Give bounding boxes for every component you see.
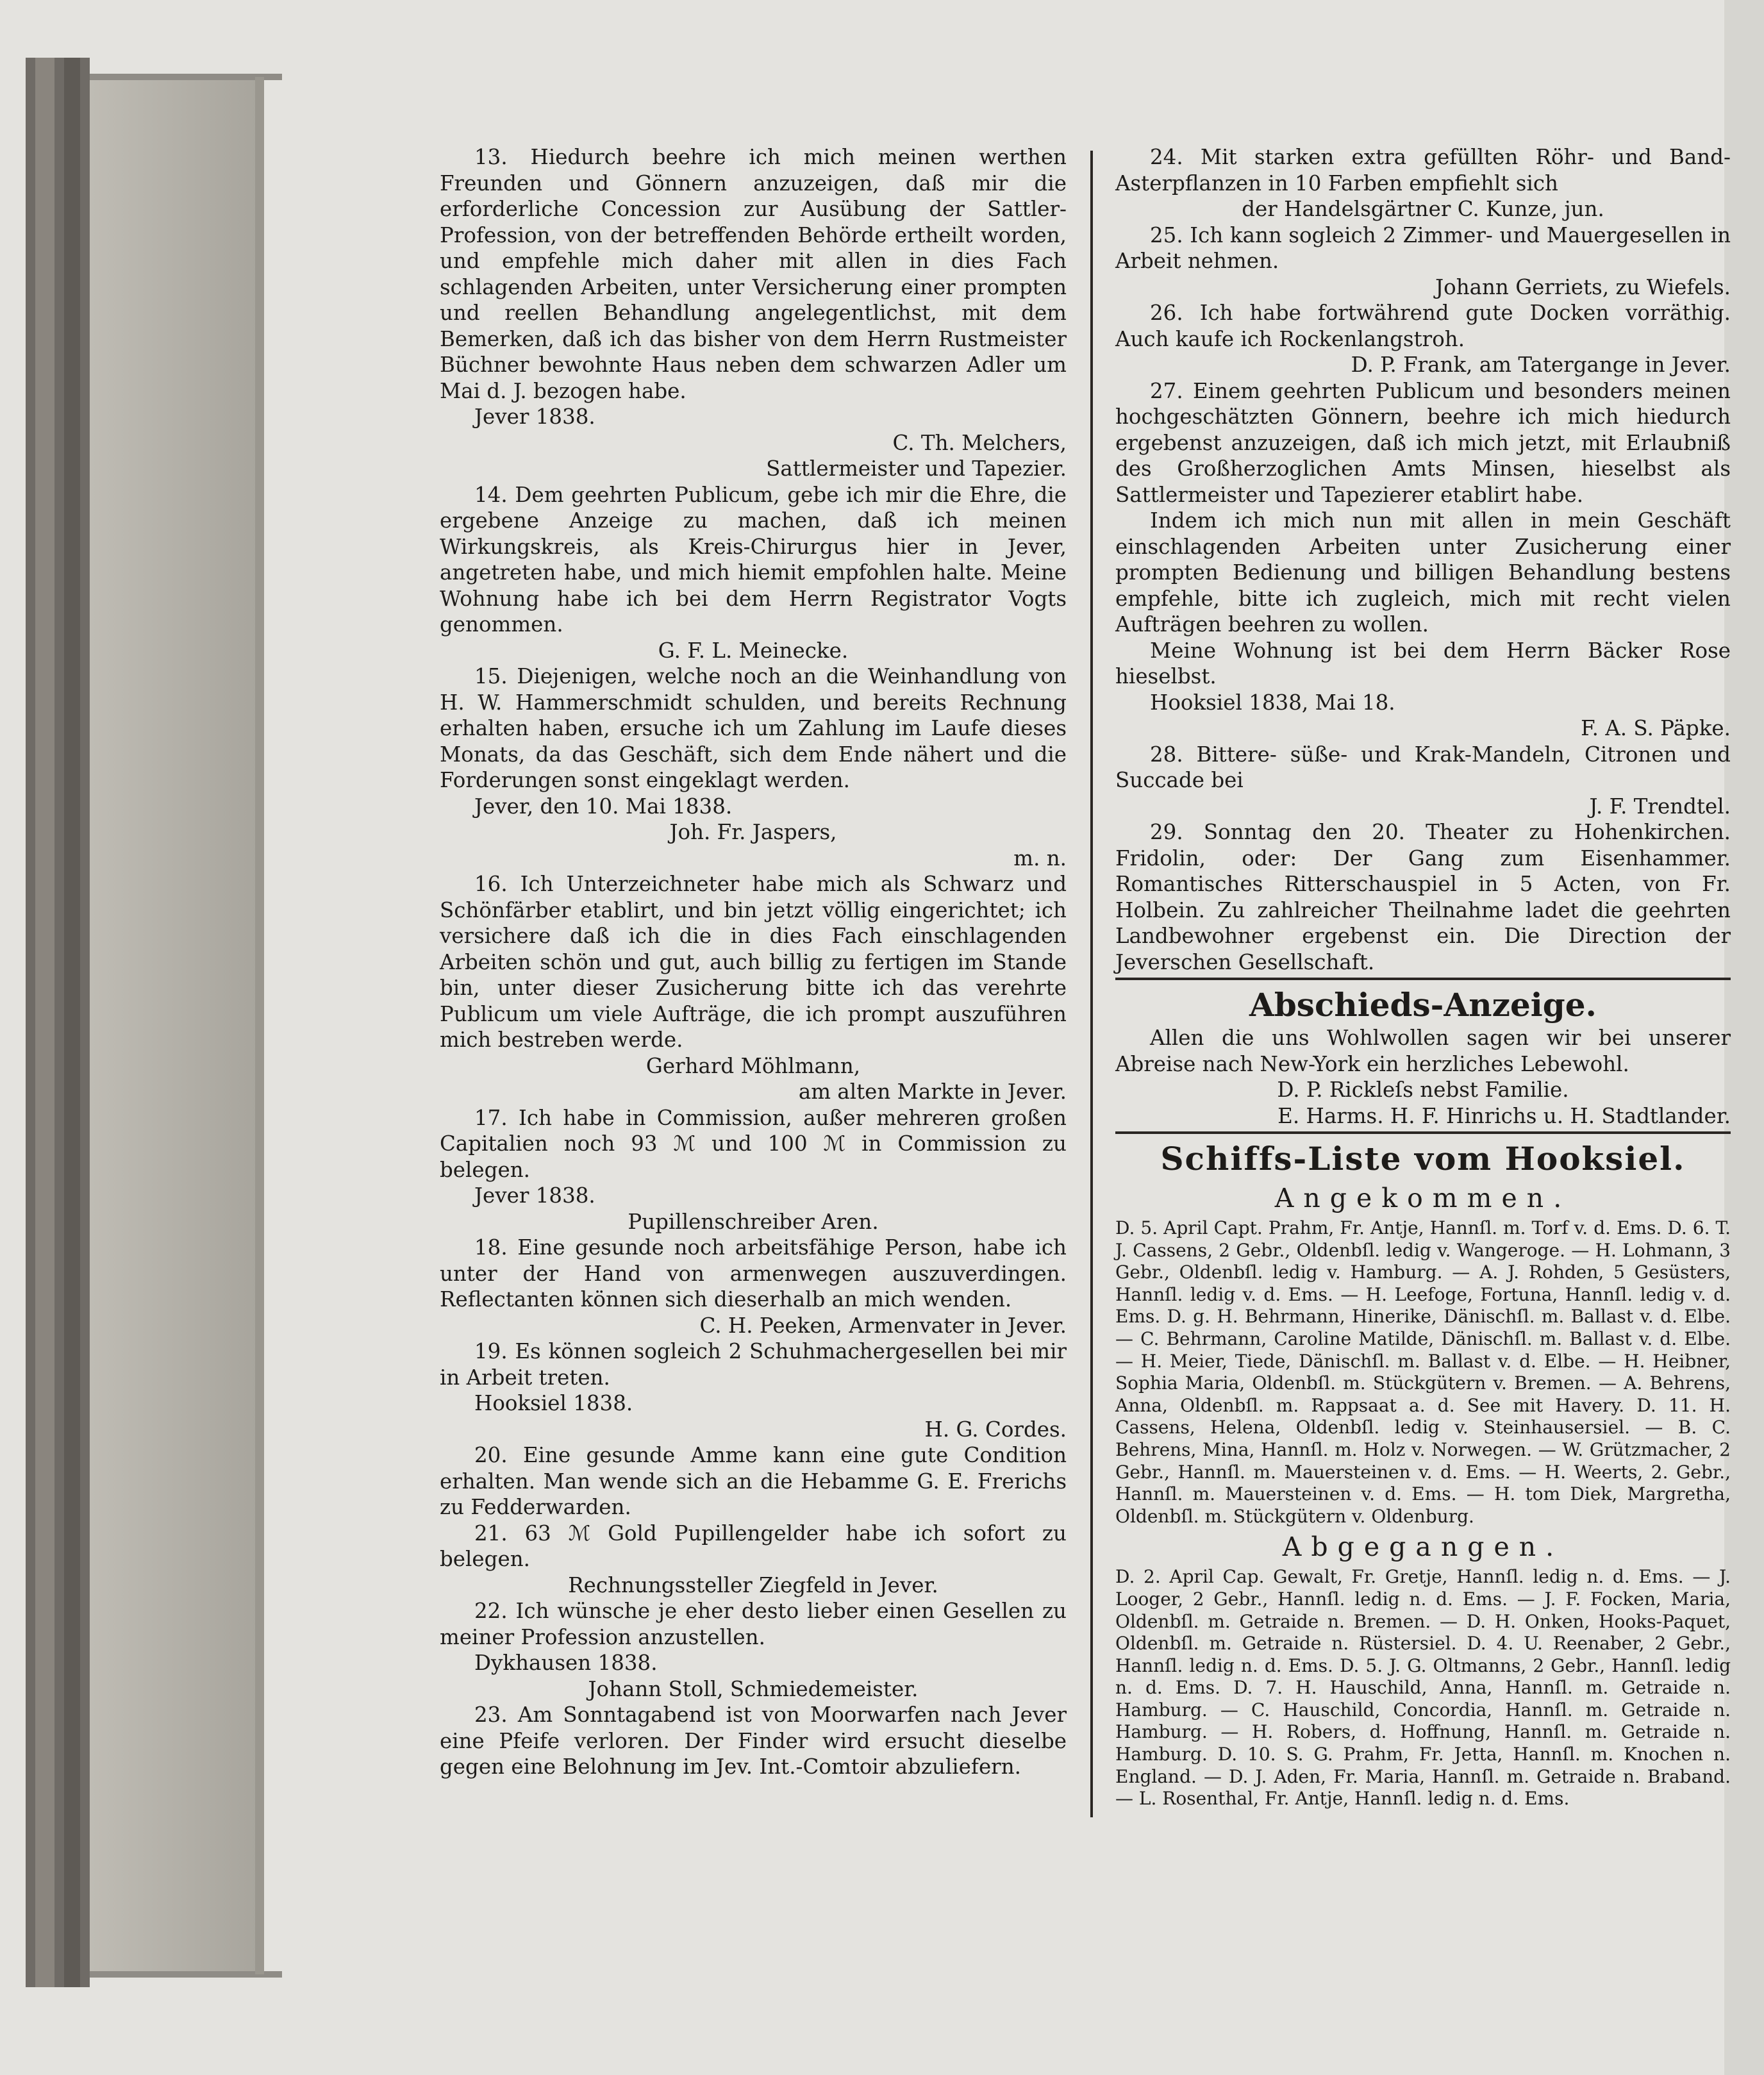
ad-signature: F. A. S. Päpke. (1581, 716, 1731, 740)
ad-20 (440, 1442, 1067, 1521)
ad-signature-title: am alten Markte in Jever. (798, 1079, 1067, 1104)
ship-list (1115, 1139, 1731, 1810)
ad-signature: C. Th. Melchers, (892, 430, 1067, 455)
ad-signature: der Handelsgärtner C. Kunze, jun. (1242, 197, 1604, 221)
farewell-signature-2: E. Harms. H. F. Hinrichs u. H. Stadtlander. (1277, 1103, 1731, 1128)
ad-signature-title: Sattlermeister und Tapezier. (766, 456, 1067, 481)
ad-29 (1115, 819, 1731, 975)
ad-text: 14. Dem geehrten Publicum, gebe ich mir die Ehre, die ergebene Anzeige zu machen, daß ich meinen Wirkungskreis, als Kreis-Chirurgus hier in Jever, angetreten habe, und mich hiemit empfohlen halte. Meine Wohnung habe ich bei dem Herrn Registrator Vogts genommen. (440, 482, 1067, 637)
ad-place-date: Jever 1838. (474, 404, 595, 429)
ship-list-heading: Schiffs-Liste vom Hooksiel. (1160, 1140, 1686, 1178)
ad-text: 15. Diejenigen, welche noch an die Weinhandlung von H. W. Hammerschmidt schulden, und bereits Rechnung erhalten haben, ersuche ich um Zahlung im Laufe dieses Monats, da das Geschäft, sich dem Ende nähert und die Forderungen sonst eingeklagt werden. (440, 664, 1067, 792)
ad-28 (1115, 742, 1731, 820)
ad-text: 19. Es können sogleich 2 Schuhmachergesellen bei mir in Arbeit treten. (440, 1339, 1067, 1390)
ad-text: 16. Ich Unterzeichneter habe mich als Schwarz und Schönfärber etablirt, und bin jetzt völlig eingerichtet; ich versichere daß ich die in dies Fach einschlagenden Arbeiten schön und gut, auch billig zu fertigen im Stande bin, unter dieser Zusicherung bitte ich das verehrte Publicum um viele Aufträge, die ich prompt auszuführen mich bestreben werde. (440, 872, 1067, 1052)
ad-text: 27. Einem geehrten Publicum und besonders meinen hochgeschätzten Gönnern, beehre ich mich hiedurch ergebenst anzuzeigen, daß ich mich jetzt, mit Erlaubniß des Großherzoglichen Amts Minsen, hieselbst als Sattlermeister und Tapezierer etablirt habe. (1115, 378, 1731, 507)
farewell-signature: D. P. Rickleſs nebst Familie. (1277, 1078, 1569, 1102)
ad-signature: Gerhard Möhlmann, (645, 1053, 861, 1078)
ad-text: 26. Ich habe fortwährend gute Docken vorräthig. Auch kaufe ich Rockenlangstroh. (1115, 301, 1731, 351)
ad-14 (440, 482, 1067, 664)
ad-signature: G. F. L. Meinecke. (658, 638, 849, 663)
ad-text: 23. Am Sonntagabend ist von Moorwarfen nach Jever eine Pfeife verloren. Der Finder wird ersucht dieselbe gegen eine Belohnung im Jev. Int.-Comtoir abzuliefern. (440, 1703, 1067, 1779)
ad-27 (1115, 378, 1731, 742)
ad-17 (440, 1105, 1067, 1235)
ad-signature: Johann Stoll, Schmiedemeister. (588, 1676, 919, 1701)
ad-text: 21. 63 ℳ Gold Pupillengelder habe ich sofort zu belegen. (440, 1521, 1067, 1571)
ad-15 (440, 663, 1067, 871)
ad-24 (1115, 144, 1731, 222)
ad-place-date: Hooksiel 1838, Mai 18. (1150, 690, 1395, 715)
departed-label: Abgegangen. (1282, 1531, 1564, 1563)
ad-signature: Pupillenschreiber Aren. (628, 1209, 879, 1234)
ad-26 (1115, 300, 1731, 378)
right-column (1115, 144, 1731, 1810)
ad-13 (440, 144, 1067, 482)
ad-19 (440, 1338, 1067, 1442)
stacked-page-edges (90, 77, 256, 1974)
ad-text-continued: Indem ich mich nun mit allen in mein Geschäft einschlagenden Arbeiten unter Zusicherung einer prompten Bedienung und billigen Behandlung bestens empfehle, bitte ich zugleich, mich mit recht vielen Aufträgen beehren zu wollen. (1115, 508, 1731, 637)
section-rule (1115, 978, 1731, 980)
arrived-label: Angekommen. (1274, 1183, 1572, 1213)
farewell-notice (1115, 985, 1731, 1129)
ad-text: 20. Eine gesunde Amme kann eine gute Condition erhalten. Man wende sich an die Hebamme G. E. Frerichs zu Fedderwarden. (440, 1443, 1067, 1519)
ad-text: 29. Sonntag den 20. Theater zu Hohenkirchen. Fridolin, oder: Der Gang zum Eisenhammer. Romantisches Ritterschauspiel in 5 Acten, von Fr. Holbein. Zu zahlreicher Theilnahme ladet die geehrten Landbewohner ergebenst ein. Die Direction der Jeverschen Gesellschaft. (1115, 820, 1731, 974)
ad-signature: C. H. Peeken, Armenvater in Jever. (699, 1313, 1067, 1338)
ad-place-date: Jever 1838. (474, 1183, 595, 1208)
ad-signature: D. P. Frank, am Tatergange in Jever. (1351, 353, 1731, 377)
departed-entries: D. 2. April Cap. Gewalt, Fr. Gretje, Hannſl. ledig n. d. Ems. — J. Looger, 2 Gebr., Hannſl. ledig n. d. Ems. — J. F. Focken, Maria, Oldenbſl. m. Getraide n. Bremen. — D. H. Onken, Hooks-Paquet, Oldenbſl. m. Getraide n. Rüstersiel. D. 4. U. Reenaber, 2 Gebr., Hannſl. ledig n. d. Ems. D. 5. J. G. Oltmanns, 2 Gebr., Hannſl. ledig n. d. Ems. D. 7. H. Hauschild, Anna, Hannſl. m. Getraide n. Hamburg. — C. Hauschild, Concordia, Hannſl. m. Getraide n. Hamburg. — H. Robers, d. Hoffnung, Hannſl. m. Getraide n. Hamburg. D. 10. S. G. Prahm, Fr. Jetta, Hannſl. m. Knochen n. England. — D. J. Aden, Fr. Maria, Hannſl. m. Getraide n. Braband. — L. Rosenthal, Fr. Antje, Hannſl. ledig n. d. Ems. (1115, 1566, 1731, 1810)
ad-signature-title: m. n. (1013, 846, 1067, 871)
ad-signature: Johann Gerriets, zu Wiefels. (1435, 274, 1731, 299)
ad-22 (440, 1598, 1067, 1702)
ad-signature: H. G. Cordes. (924, 1417, 1067, 1442)
ad-16 (440, 871, 1067, 1105)
ad-place-date: Jever, den 10. Mai 1838. (474, 794, 733, 819)
ad-text: 25. Ich kann sogleich 2 Zimmer- und Mauergesellen in Arbeit nehmen. (1115, 222, 1731, 273)
ad-text: 24. Mit starken extra gefüllten Röhr- und Band-Asterpflanzen in 10 Farben empfiehlt sich (1115, 145, 1731, 196)
ad-signature: J. F. Trendtel. (1589, 794, 1731, 819)
ad-signature: Joh. Fr. Jaspers, (669, 820, 837, 844)
ad-text: 17. Ich habe in Commission, außer mehreren großen Capitalien noch 93 ℳ und 100 ℳ in Commission zu belegen. (440, 1105, 1067, 1182)
ad-place-date: Dykhausen 1838. (474, 1651, 658, 1675)
left-column (440, 144, 1067, 1780)
ad-address: Meine Wohnung ist bei dem Herrn Bäcker Rose hieselbst. (1115, 638, 1731, 688)
ad-25 (1115, 222, 1731, 301)
ad-text: 22. Ich wünsche je eher desto lieber einen Gesellen zu meiner Profession anzustellen. (440, 1599, 1067, 1649)
ad-23 (440, 1702, 1067, 1780)
farewell-heading: Abschieds-Anzeige. (1249, 986, 1597, 1024)
ad-place-date: Hooksiel 1838. (474, 1391, 633, 1415)
ad-text: 18. Eine gesunde noch arbeitsfähige Person, habe ich unter der Hand von armenwegen auszuverdingen. Reflectanten können sich dieserhalb an mich wenden. (440, 1235, 1067, 1312)
arrived-entries: D. 5. April Capt. Prahm, Fr. Antje, Hannſl. m. Torf v. d. Ems. D. 6. T. J. Cassens, 2 Gebr., Oldenbſl. ledig v. Wangeroge. — H. Lohmann, 3 Gebr., Oldenbſl. ledig v. Hamburg. — A. J. Rohden, 5 Gesüsters, Hannſl. ledig v. d. Ems. — H. Leefoge, Fortuna, Hannſl. ledig v. d. Ems. D. g. H. Behrmann, Hinerike, Dänischſl. m. Ballast v. d. Elbe. — C. Behrmann, Caroline Matilde, Dänischſl. m. Ballast v. d. Elbe. — H. Meier, Tiede, Dänischſl. m. Ballast v. d. Elbe. — H. Heibner, Sophia Maria, Oldenbſl. m. Stückgütern v. Bremen. — A. Behrens, Anna, Oldenbſl. m. Rappsaat a. d. See mit Havery. D. 11. H. Cassens, Helena, Oldenbſl. ledig v. Steinhausersiel. — B. C. Behrens, Mina, Hannſl. m. Holz v. Norwegen. — W. Grützmacher, 2 Gebr., Hannſl. m. Mauersteinen v. d. Ems. — H. Weerts, 2. Gebr., Hannſl. m. Mauersteinen v. d. Ems. — H. tom Diek, Margretha, Oldenbſl. m. Stückgütern v. Oldenburg. (1115, 1217, 1731, 1527)
ad-text: 13. Hiedurch beehre ich mich meinen werthen Freunden und Gönnern anzuzeigen, daß mir die erforderliche Concession zur Ausübung der Sattler-Profession, von der betreffenden Behörde ertheilt worden, und empfehle mich daher mit allen in dies Fach schlagenden Arbeiten, unter Versicherung einer prompten und reellen Behandlung angelegentlichst, mit dem Bemerken, daß ich das bisher von dem Herrn Rustmeister Büchner bewohnte Haus neben dem schwarzen Adler um Mai d. J. bezogen habe. (440, 145, 1067, 403)
ad-text: 28. Bittere- süße- und Krak-Mandeln, Citronen und Succade bei (1115, 742, 1731, 792)
ad-21 (440, 1521, 1067, 1599)
section-rule (1115, 1131, 1731, 1134)
farewell-text: Allen die uns Wohlwollen sagen wir bei unserer Abreise nach New-York ein herzliches Lebewohl. (1115, 1026, 1731, 1076)
ad-signature: Rechnungssteller Ziegfeld in Jever. (568, 1572, 938, 1597)
ad-18 (440, 1235, 1067, 1338)
